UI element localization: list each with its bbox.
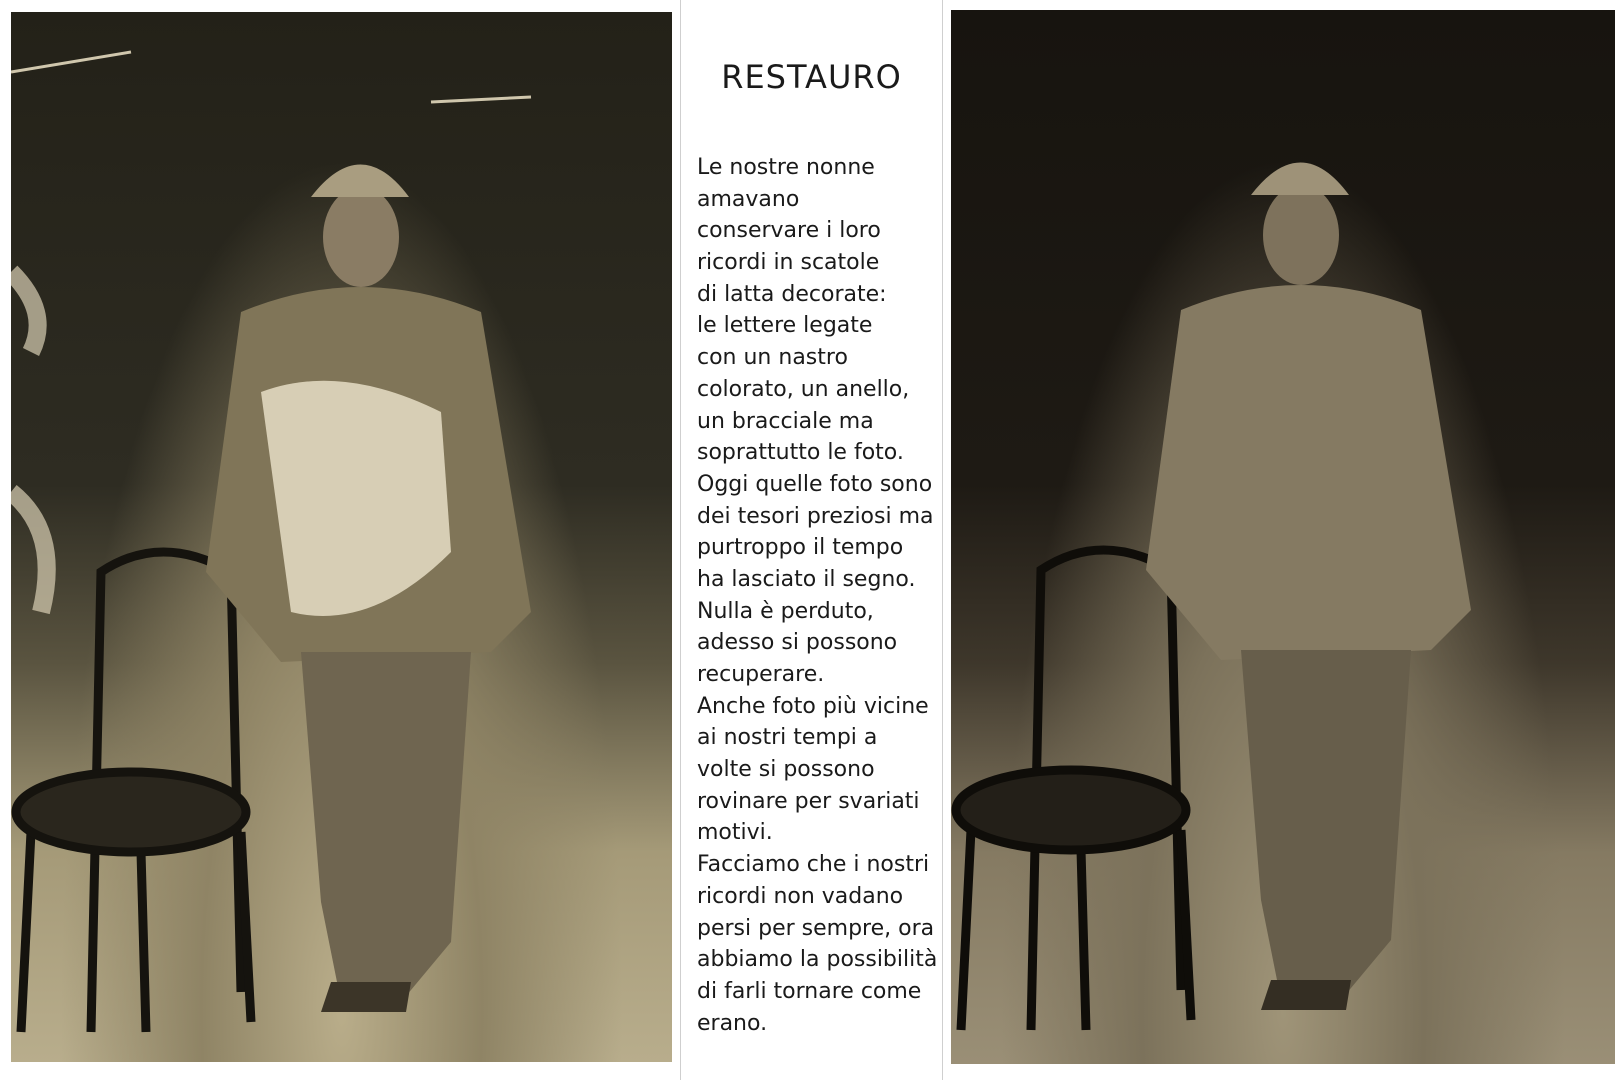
- text-line: le lettere legate: [697, 313, 873, 339]
- photo-before-restoration: [11, 12, 672, 1062]
- text-line: adesso si possono: [697, 630, 898, 656]
- text-line: un bracciale ma: [697, 408, 874, 434]
- text-line: con un nastro: [697, 345, 848, 371]
- text-line: ricordi in scatole: [697, 250, 880, 276]
- soldier-photo-damaged: [11, 12, 672, 1062]
- chair: [956, 550, 1191, 1030]
- soldier-photo-restored: [951, 10, 1615, 1064]
- text-line: Facciamo che i nostri: [697, 852, 930, 878]
- text-line: soprattutto le foto.: [697, 440, 904, 466]
- text-line: ai nostri tempi a: [697, 725, 878, 751]
- text-line: conservare i loro: [697, 218, 881, 244]
- text-line: dei tesori preziosi ma: [697, 503, 934, 529]
- text-line: Anche foto più vicine: [697, 693, 929, 719]
- divider-right: [942, 0, 943, 1080]
- soldier: [206, 165, 531, 1013]
- photo-after-restoration: [951, 10, 1615, 1064]
- text-line: amavano: [697, 186, 800, 212]
- text-line: di farli tornare come: [697, 978, 922, 1004]
- page-title: RESTAURO: [721, 58, 902, 96]
- description-text: [697, 152, 937, 1039]
- text-line: Le nostre nonne: [697, 155, 875, 180]
- text-line: abbiamo la possibilità: [697, 947, 938, 973]
- text-line: persi per sempre, ora: [697, 915, 935, 941]
- text-line: ha lasciato il segno.: [697, 566, 916, 592]
- text-panel: [681, 0, 942, 1080]
- text-line: purtroppo il tempo: [697, 535, 904, 561]
- text-line: Nulla è perduto,: [697, 598, 874, 624]
- text-line: Oggi quelle foto sono: [697, 471, 933, 497]
- chair: [16, 552, 251, 1032]
- soldier: [1146, 163, 1471, 1011]
- text-line: ricordi non vadano: [697, 883, 904, 909]
- text-line: di latta decorate:: [697, 281, 887, 307]
- text-line: motivi.: [697, 820, 773, 846]
- text-line: colorato, un anello,: [697, 376, 910, 402]
- text-line: recuperare.: [697, 662, 825, 687]
- text-line: volte si possono: [697, 757, 875, 783]
- text-line: rovinare per svariati: [697, 788, 920, 814]
- text-line: erano.: [697, 1010, 768, 1036]
